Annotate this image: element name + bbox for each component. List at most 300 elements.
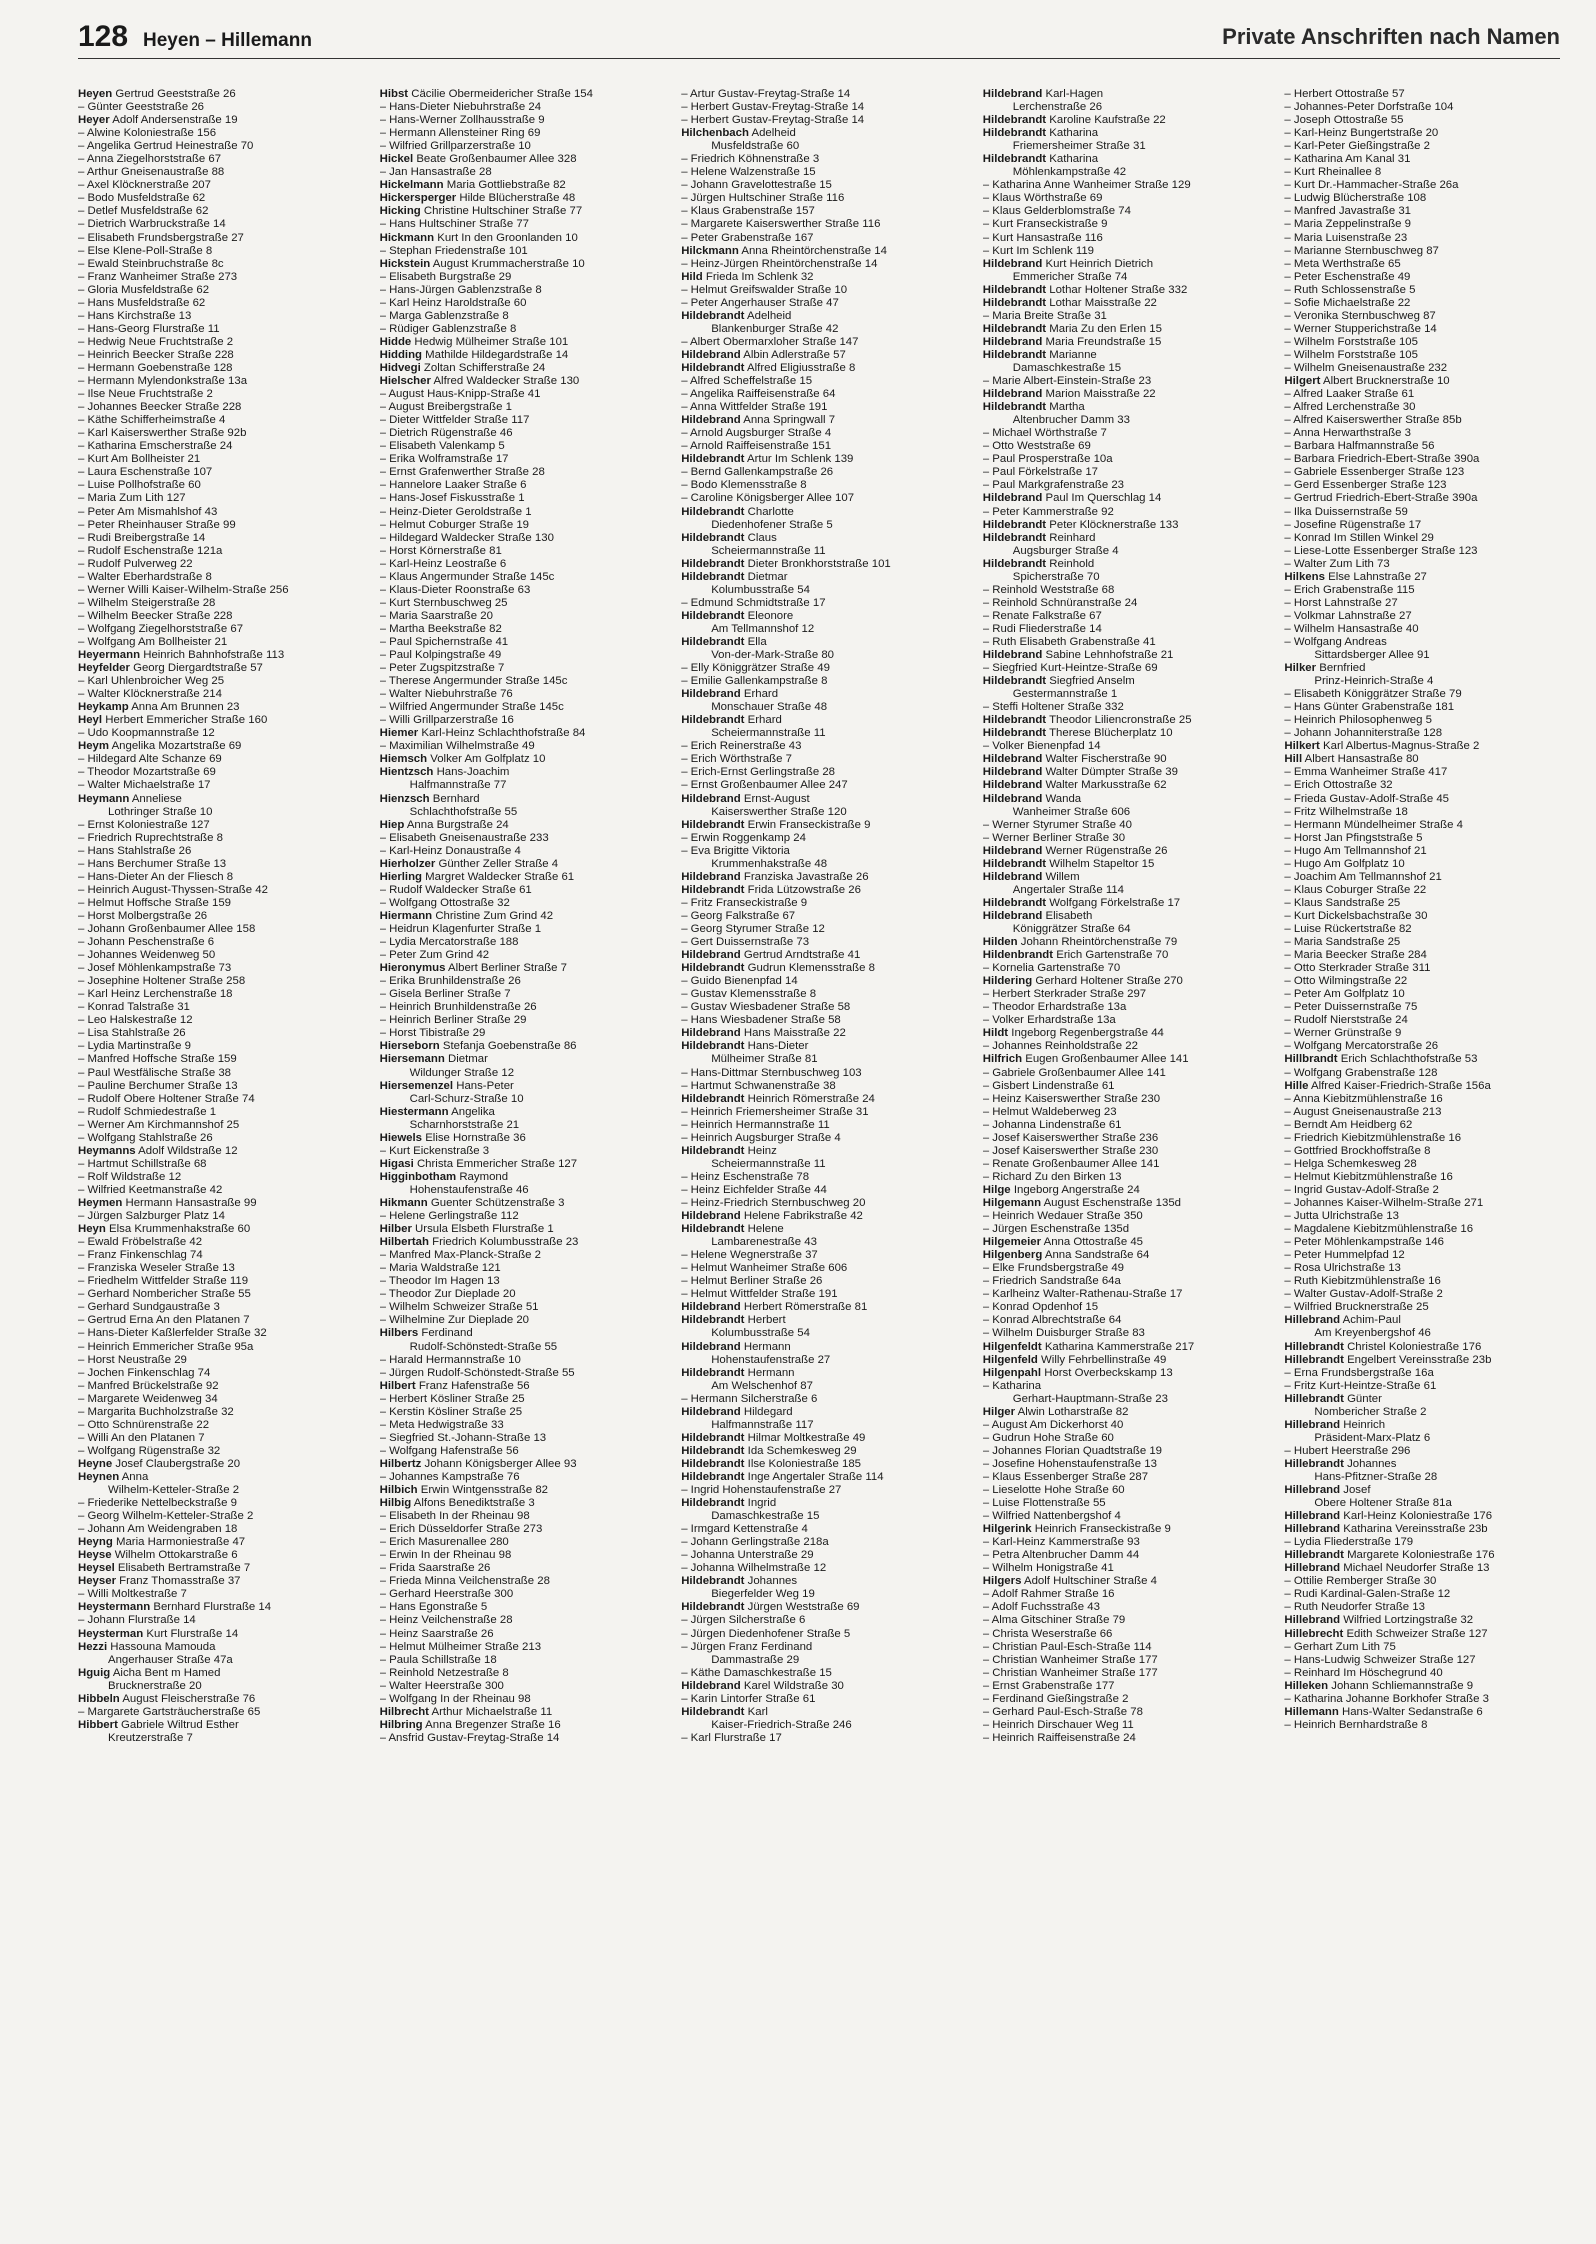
directory-entry — [681, 466, 965, 479]
entry-details: – Horst Jan Pfingststraße 5 — [1284, 831, 1423, 844]
directory-entry — [78, 845, 362, 858]
surname: Heynen — [78, 1470, 120, 1483]
directory-entry — [983, 1197, 1267, 1210]
entry-details: – Manfred Brückelstraße 92 — [78, 1379, 219, 1392]
directory-entry — [983, 1445, 1267, 1458]
entry-details: – Martha Beekstraße 82 — [379, 622, 502, 635]
entry-details: Adelheid — [751, 127, 796, 140]
surname: Hildebrandt — [982, 518, 1047, 531]
entry-details: Mathilde Hildegardstraße 14 — [425, 348, 569, 361]
directory-entry — [78, 297, 362, 310]
surname: Hikmann — [379, 1196, 428, 1209]
entry-details: – Ansfrid Gustav-Freytag-Straße 14 — [379, 1731, 560, 1744]
directory-entry — [380, 1497, 664, 1510]
directory-entry — [380, 1184, 664, 1197]
directory-entry — [1284, 258, 1568, 271]
entry-details: – Ottilie Remberger Straße 30 — [1284, 1575, 1437, 1588]
directory-entry — [1284, 662, 1568, 675]
directory-entry — [681, 1249, 965, 1262]
surname: Hidvegi — [379, 361, 421, 374]
directory-entry — [380, 597, 664, 610]
directory-entry — [983, 1301, 1267, 1314]
directory-entry — [681, 1236, 965, 1249]
directory-entry — [78, 401, 362, 414]
directory-entry — [78, 923, 362, 936]
entry-details: – Elisabeth Königgrätzer Straße 79 — [1284, 688, 1462, 701]
entry-details: – Karlheinz Walter-Rathenau-Straße 17 — [982, 1288, 1183, 1301]
entry-details: – Heinrich August-Thyssen-Straße 42 — [78, 883, 268, 896]
entry-details: – Wilhelm Beecker Straße 228 — [78, 609, 233, 622]
entry-details: – Heinrich Augsburger Straße 4 — [681, 1131, 841, 1144]
directory-entry — [681, 205, 965, 218]
entry-details: – Karl Heinz Haroldstraße 60 — [379, 296, 527, 309]
directory-entry — [1284, 245, 1568, 258]
entry-details: Christa Emmericher Straße 127 — [416, 1157, 578, 1170]
directory-entry — [983, 245, 1267, 258]
directory-entry — [380, 1014, 664, 1027]
directory-entry — [681, 988, 965, 1001]
surname: Hibbeln — [78, 1692, 120, 1705]
directory-entry — [78, 1158, 362, 1171]
directory-entry — [1284, 1628, 1568, 1641]
entry-details: Margarete Koloniestraße 176 — [1347, 1549, 1495, 1562]
directory-entry — [380, 1510, 664, 1523]
directory-column — [983, 88, 1267, 2148]
directory-entry — [983, 1067, 1267, 1080]
entry-details: – Paul Kolpingstraße 49 — [379, 649, 502, 662]
entry-details: – Joachim Am Tellmannshof 21 — [1284, 870, 1442, 883]
entry-details: Obere Holtener Straße 81a — [1314, 1497, 1452, 1510]
directory-entry — [983, 1171, 1267, 1184]
surname: Hilkert — [1284, 740, 1320, 753]
directory-entry — [1284, 1406, 1568, 1419]
directory-entry — [983, 714, 1267, 727]
entry-details: – Karl-Peter Gießingstraße 2 — [1284, 140, 1430, 153]
entry-details: Reinhard — [1049, 531, 1096, 544]
directory-entry — [78, 1719, 362, 1732]
directory-entry — [380, 1393, 664, 1406]
entry-details: Gerhart-Hauptmann-Straße 23 — [1012, 1392, 1168, 1405]
surname: Hildt — [982, 1027, 1009, 1040]
directory-entry — [983, 871, 1267, 884]
directory-entry — [1284, 727, 1568, 740]
directory-entry — [78, 1536, 362, 1549]
directory-entry — [1284, 1027, 1568, 1040]
entry-details: Anna Bregenzer Straße 16 — [425, 1718, 561, 1731]
entry-details: Kurt In den Groonlanden 10 — [437, 231, 578, 244]
directory-entry — [1284, 1445, 1568, 1458]
directory-entry — [681, 871, 965, 884]
entry-details: Ilse Koloniestraße 185 — [747, 1457, 861, 1470]
entry-details: – Heinrich Berliner Straße 29 — [379, 1014, 527, 1027]
entry-details: Kolumbusstraße 54 — [711, 583, 810, 596]
entry-details: – Hedwig Neue Fruchtstraße 2 — [78, 335, 234, 348]
directory-entry — [78, 1393, 362, 1406]
directory-entry — [983, 1262, 1267, 1275]
name-range: Heyen – Hillemann — [143, 30, 312, 51]
entry-details: Scheiermannstraße 11 — [711, 544, 826, 557]
entry-details: – Helene Wegnerstraße 37 — [681, 1249, 818, 1262]
entry-details: – Paul Förkelstraße 17 — [982, 466, 1099, 479]
directory-entry — [983, 819, 1267, 832]
surname: Hildebrand — [681, 1301, 741, 1314]
directory-entry — [1284, 205, 1568, 218]
entry-details: – Klaus Grabenstraße 157 — [681, 205, 815, 218]
entry-details: – Johannes-Peter Dorfstraße 104 — [1284, 101, 1454, 114]
directory-entry — [983, 466, 1267, 479]
entry-details: Krummenhakstraße 48 — [711, 857, 828, 870]
directory-entry — [1284, 832, 1568, 845]
directory-entry — [78, 649, 362, 662]
entry-details: – Kerstin Kösliner Straße 25 — [379, 1405, 523, 1418]
directory-entry — [983, 740, 1267, 753]
entry-details: – Hermann Mylendonkstraße 13a — [78, 375, 248, 388]
entry-details: – Elly Königgrätzer Straße 49 — [681, 662, 830, 675]
entry-details: Bernhard Flurstraße 14 — [153, 1601, 272, 1614]
surname: Hildebrand — [982, 388, 1043, 401]
surname: Heyne — [78, 1457, 113, 1470]
entry-details: Heinrich Bahnhofstraße 113 — [143, 649, 285, 662]
entry-details: Siegfried Anselm — [1049, 675, 1135, 688]
entry-details: – Heinz-Dieter Geroldstraße 1 — [379, 505, 532, 518]
entry-details: – Johanna Lindenstraße 61 — [982, 1118, 1122, 1131]
directory-entry — [78, 1171, 362, 1184]
directory-entry — [78, 1693, 362, 1706]
entry-details: – Jürgen Franz Ferdinand — [681, 1640, 813, 1653]
directory-entry — [983, 336, 1267, 349]
directory-entry — [681, 1288, 965, 1301]
surname: Hiersemann — [379, 1053, 445, 1066]
directory-entry — [380, 1549, 664, 1562]
entry-details: – Alfred Scheffelstraße 15 — [681, 375, 813, 388]
surname: Hilgert — [1284, 375, 1321, 388]
entry-details: – Ferdinand Gießingstraße 2 — [982, 1692, 1129, 1705]
surname: Hilbich — [379, 1484, 418, 1497]
directory-entry — [983, 584, 1267, 597]
surname: Heym — [78, 740, 110, 753]
entry-details: – Erika Wolframstraße 17 — [379, 453, 509, 466]
entry-details: Alfred Eligiusstraße 8 — [747, 361, 856, 374]
directory-entry — [983, 793, 1267, 806]
surname: Hildebrand — [681, 688, 741, 701]
directory-entry — [681, 793, 965, 806]
entry-details: Anna Burgstraße 24 — [406, 818, 509, 831]
directory-entry — [681, 349, 965, 362]
entry-details: Franziska Javastraße 26 — [743, 870, 869, 883]
entry-details: Brucknerstraße 20 — [108, 1679, 202, 1692]
directory-entry — [983, 1119, 1267, 1132]
entry-details: – Ruth Neudorfer Straße 13 — [1284, 1601, 1425, 1614]
directory-entry — [380, 1693, 664, 1706]
entry-details: Erich Schlachthofstraße 53 — [1340, 1053, 1478, 1066]
surname: Hilgemeier — [982, 1236, 1042, 1249]
directory-entry — [78, 1445, 362, 1458]
directory-entry — [1284, 1523, 1568, 1536]
entry-details: – Jürgen Eschenstraße 135d — [982, 1223, 1130, 1236]
entry-details: – Axel Klöcknerstraße 207 — [78, 179, 211, 192]
entry-details: – Wolfgang Am Bollheister 21 — [78, 635, 228, 648]
entry-details: Gudrun Klemensstraße 8 — [747, 962, 875, 975]
surname: Hildebrandt — [982, 114, 1047, 127]
entry-details: – Käthe Schifferheimstraße 4 — [78, 414, 226, 427]
directory-entry — [78, 140, 362, 153]
surname: Heystermann — [78, 1601, 151, 1614]
directory-entry — [380, 440, 664, 453]
directory-entry — [983, 1093, 1267, 1106]
directory-entry — [380, 336, 664, 349]
directory-entry — [681, 1654, 965, 1667]
entry-details: Sittardsberger Allee 91 — [1314, 649, 1430, 662]
entry-details: Lothar Maisstraße 22 — [1049, 296, 1157, 309]
entry-details: – Erich Reinerstraße 43 — [681, 740, 802, 753]
directory-entry — [681, 492, 965, 505]
directory-entry — [983, 688, 1267, 701]
directory-entry — [681, 1393, 965, 1406]
entry-details: – Wilhelm Steigerstraße 28 — [78, 596, 216, 609]
entry-details: – Volkmar Lahnstraße 27 — [1284, 609, 1412, 622]
entry-details: – Peter Angerhauser Straße 47 — [681, 296, 839, 309]
directory-entry — [380, 871, 664, 884]
entry-details: – Wilhelm Hansastraße 40 — [1284, 622, 1419, 635]
entry-details: – Veronika Sternbuschweg 87 — [1284, 309, 1436, 322]
entry-details: – Rudolf Pulverweg 22 — [78, 557, 193, 570]
directory-entry — [1284, 506, 1568, 519]
entry-details: Walter Dümpter Straße 39 — [1045, 766, 1178, 779]
directory-entry — [681, 453, 965, 466]
entry-details: Scheiermannstraße 11 — [711, 1157, 826, 1170]
entry-details: – Maria Breite Straße 31 — [982, 309, 1107, 322]
entry-details: – Kornelia Gartenstraße 70 — [982, 962, 1121, 975]
directory-entry — [380, 727, 664, 740]
surname: Hildebrandt — [982, 531, 1047, 544]
directory-entry — [380, 1680, 664, 1693]
surname: Hildebrandt — [681, 714, 745, 727]
entry-details: – Wolfgang Grabenstraße 128 — [1284, 1066, 1438, 1079]
entry-details: – Heidrun Klagenfurter Straße 1 — [379, 923, 542, 935]
entry-details: Walter Markusstraße 62 — [1045, 779, 1167, 792]
directory-entry — [681, 1536, 965, 1549]
directory-entry — [983, 845, 1267, 858]
entry-details: – Gerhard Paul-Esch-Straße 78 — [982, 1705, 1143, 1718]
entry-details: – Gustav Klemensstraße 8 — [681, 988, 817, 1001]
entry-details: Nombericher Straße 2 — [1314, 1405, 1427, 1418]
entry-details: – Siegfried St.-Johann-Straße 13 — [379, 1431, 547, 1444]
surname: Hilkens — [1284, 570, 1325, 583]
entry-details: – Heinz Eichfelder Straße 44 — [681, 1183, 827, 1196]
entry-details: Johann Rheintörchenstraße 79 — [1020, 936, 1178, 949]
entry-details: – Richard Zu den Birken 13 — [982, 1170, 1122, 1183]
section-title: Private Anschriften nach Namen — [1222, 24, 1560, 49]
directory-entry — [78, 1184, 362, 1197]
entry-details: Johannes — [1347, 1457, 1397, 1470]
directory-entry — [78, 766, 362, 779]
surname: Hildebrandt — [681, 1497, 745, 1510]
directory-entry — [1284, 1249, 1568, 1262]
entry-details: – Bodo Klemensstraße 8 — [681, 479, 807, 492]
entry-details: – Johann Gerlingstraße 218a — [681, 1536, 829, 1549]
entry-details: – Peter Duissernstraße 75 — [1284, 1001, 1418, 1014]
directory-entry — [78, 1406, 362, 1419]
directory-entry — [681, 910, 965, 923]
entry-details: Hans-Pfitzner-Straße 28 — [1314, 1470, 1438, 1483]
entry-details: – Rudolf Waldecker Straße 61 — [379, 883, 532, 896]
directory-entry — [681, 1380, 965, 1393]
entry-details: – Hartmut Schwanenstraße 38 — [681, 1079, 836, 1092]
entry-details: – Maria Zeppelinstraße 9 — [1284, 218, 1412, 231]
entry-details: – Klaus-Dieter Roonstraße 63 — [379, 583, 531, 596]
surname: Hilbrecht — [379, 1705, 429, 1718]
entry-details: – Gerd Essenberger Straße 123 — [1284, 479, 1447, 492]
entry-details: – Helmut Wanheimer Straße 606 — [681, 1262, 848, 1275]
directory-entry — [78, 506, 362, 519]
entry-details: Anna Springwall 7 — [743, 414, 836, 427]
entry-details: – Sofie Michaelstraße 22 — [1284, 296, 1411, 309]
directory-columns — [78, 88, 1568, 2148]
directory-entry — [78, 884, 362, 897]
entry-details: – Hans-Jürgen Gablenzstraße 8 — [379, 283, 542, 296]
directory-entry — [983, 1693, 1267, 1706]
entry-details: – Ernst Großenbaumer Allee 247 — [681, 779, 848, 792]
entry-details: – Heinz-Jürgen Rheintörchenstraße 14 — [681, 257, 878, 270]
directory-entry — [380, 1380, 664, 1393]
directory-entry — [78, 1628, 362, 1641]
directory-entry — [380, 310, 664, 323]
surname: Hillebrandt — [1284, 1340, 1344, 1353]
directory-entry — [78, 727, 362, 740]
directory-entry — [983, 1354, 1267, 1367]
entry-details: – Wilhelm Schweizer Straße 51 — [379, 1301, 539, 1314]
directory-entry — [1284, 1197, 1568, 1210]
directory-entry — [78, 688, 362, 701]
surname: Hierseborn — [379, 1040, 440, 1053]
entry-details: Volker Am Golfplatz 10 — [430, 753, 546, 766]
directory-entry — [681, 101, 965, 114]
entry-details: – Hans Stahlstraße 26 — [78, 844, 192, 857]
surname: Hildebrandt — [681, 1431, 745, 1444]
entry-details: – Reinhard Im Höschegrund 40 — [1284, 1666, 1443, 1679]
entry-details: – Paula Schillstraße 18 — [379, 1653, 497, 1666]
directory-entry — [1284, 571, 1568, 584]
directory-entry — [983, 349, 1267, 362]
directory-entry — [1284, 453, 1568, 466]
entry-details: Angelika Mozartstraße 69 — [111, 740, 242, 753]
entry-details: – Angelika Raiffeisenstraße 64 — [681, 388, 836, 401]
entry-details: – Wilhelmine Zur Dieplade 20 — [379, 1314, 530, 1327]
surname: Heysel — [78, 1562, 115, 1575]
surname: Hilbers — [379, 1327, 419, 1340]
surname: Hildebrandt — [681, 309, 745, 322]
directory-entry — [1284, 88, 1568, 101]
directory-entry — [78, 610, 362, 623]
entry-details: – Walter Eberhardstraße 8 — [78, 570, 212, 583]
entry-details: – Manfred Hoffsche Straße 159 — [78, 1053, 237, 1066]
directory-entry — [78, 492, 362, 505]
entry-details: Herbert Emmericher Straße 160 — [105, 714, 268, 727]
surname: Hickel — [379, 153, 414, 166]
directory-entry — [78, 1197, 362, 1210]
directory-entry — [78, 284, 362, 297]
directory-entry — [78, 414, 362, 427]
directory-entry — [380, 1301, 664, 1314]
entry-details: – Ernst Grafenwerther Straße 28 — [379, 466, 545, 479]
entry-details: – Rudi Breibergstraße 14 — [78, 531, 206, 544]
directory-entry — [681, 1562, 965, 1575]
entry-details: Am Welschenhof 87 — [711, 1379, 813, 1392]
entry-details: – Heinrich Raiffeisenstraße 24 — [982, 1731, 1136, 1744]
entry-details: – Emilie Gallenkampstraße 8 — [681, 675, 828, 688]
entry-details: Kolumbusstraße 54 — [711, 1327, 810, 1340]
directory-entry — [380, 1523, 664, 1536]
directory-entry — [681, 1601, 965, 1614]
entry-details: Karl Albertus-Magnus-Straße 2 — [1323, 740, 1480, 753]
entry-details: Anna Am Brunnen 23 — [131, 701, 240, 714]
entry-details: – Heinrich Beecker Straße 228 — [78, 348, 234, 361]
entry-details: – Christian Wanheimer Straße 177 — [982, 1653, 1158, 1666]
directory-entry — [78, 1275, 362, 1288]
directory-entry — [78, 1027, 362, 1040]
directory-entry — [983, 1184, 1267, 1197]
directory-entry — [78, 1301, 362, 1314]
directory-entry — [1284, 1119, 1568, 1132]
entry-details: – Alwine Koloniestraße 156 — [78, 127, 217, 140]
directory-entry — [983, 597, 1267, 610]
entry-details: – Ilka Duissernstraße 59 — [1284, 505, 1408, 518]
entry-details: – Magdalene Kiebitzmühlenstraße 16 — [1284, 1223, 1474, 1236]
directory-entry — [681, 1445, 965, 1458]
entry-details: – Gottfried Brockhoffstraße 8 — [1284, 1144, 1431, 1157]
entry-details: Walter Fischerstraße 90 — [1045, 753, 1167, 766]
directory-entry — [1284, 1327, 1568, 1340]
entry-details: – Kurt Franseckistraße 9 — [982, 218, 1108, 231]
directory-entry — [681, 218, 965, 231]
directory-entry — [380, 649, 664, 662]
directory-entry — [681, 1510, 965, 1523]
directory-entry — [983, 1667, 1267, 1680]
entry-details: – Ernst Koloniestraße 127 — [78, 818, 210, 831]
directory-entry — [380, 179, 664, 192]
directory-entry — [78, 858, 362, 871]
entry-details: Guenter Schützenstraße 3 — [430, 1196, 565, 1209]
entry-details: – Helmut Berliner Straße 26 — [681, 1275, 823, 1288]
entry-details: Katharina Vereinsstraße 23b — [1343, 1523, 1488, 1536]
entry-details: Maria Zu den Erlen 15 — [1049, 322, 1162, 335]
entry-details: Aicha Bent m Hamed — [112, 1666, 221, 1679]
directory-entry — [1284, 688, 1568, 701]
entry-details: – Friedrich Ruprechtstraße 8 — [78, 831, 223, 844]
entry-details: – Heinz Saarstraße 26 — [379, 1627, 494, 1640]
directory-entry — [681, 571, 965, 584]
surname: Heyn — [78, 1223, 106, 1236]
entry-details: Mülheimer Straße 81 — [711, 1053, 818, 1066]
entry-details: – Theodor Erhardstraße 13a — [982, 1001, 1127, 1014]
entry-details: Eugen Großenbaumer Allee 141 — [1025, 1053, 1189, 1066]
directory-entry — [983, 127, 1267, 140]
entry-details: – Hans Günter Grabenstraße 181 — [1284, 701, 1455, 714]
entry-details: – Friedrich Sandstraße 64a — [982, 1275, 1121, 1288]
directory-entry — [983, 297, 1267, 310]
entry-details: – Kurt Sternbuschweg 25 — [379, 596, 508, 609]
directory-entry — [983, 975, 1267, 988]
entry-details: – Erich Masurenallee 280 — [379, 1536, 509, 1549]
directory-entry — [681, 1693, 965, 1706]
directory-entry — [983, 962, 1267, 975]
entry-details: – Otto Schnürenstraße 22 — [78, 1418, 210, 1431]
directory-entry — [380, 453, 664, 466]
directory-entry — [380, 610, 664, 623]
directory-entry — [78, 1327, 362, 1340]
entry-details: – Walter Michaelstraße 17 — [78, 779, 211, 792]
surname: Hildebrandt — [982, 857, 1047, 870]
